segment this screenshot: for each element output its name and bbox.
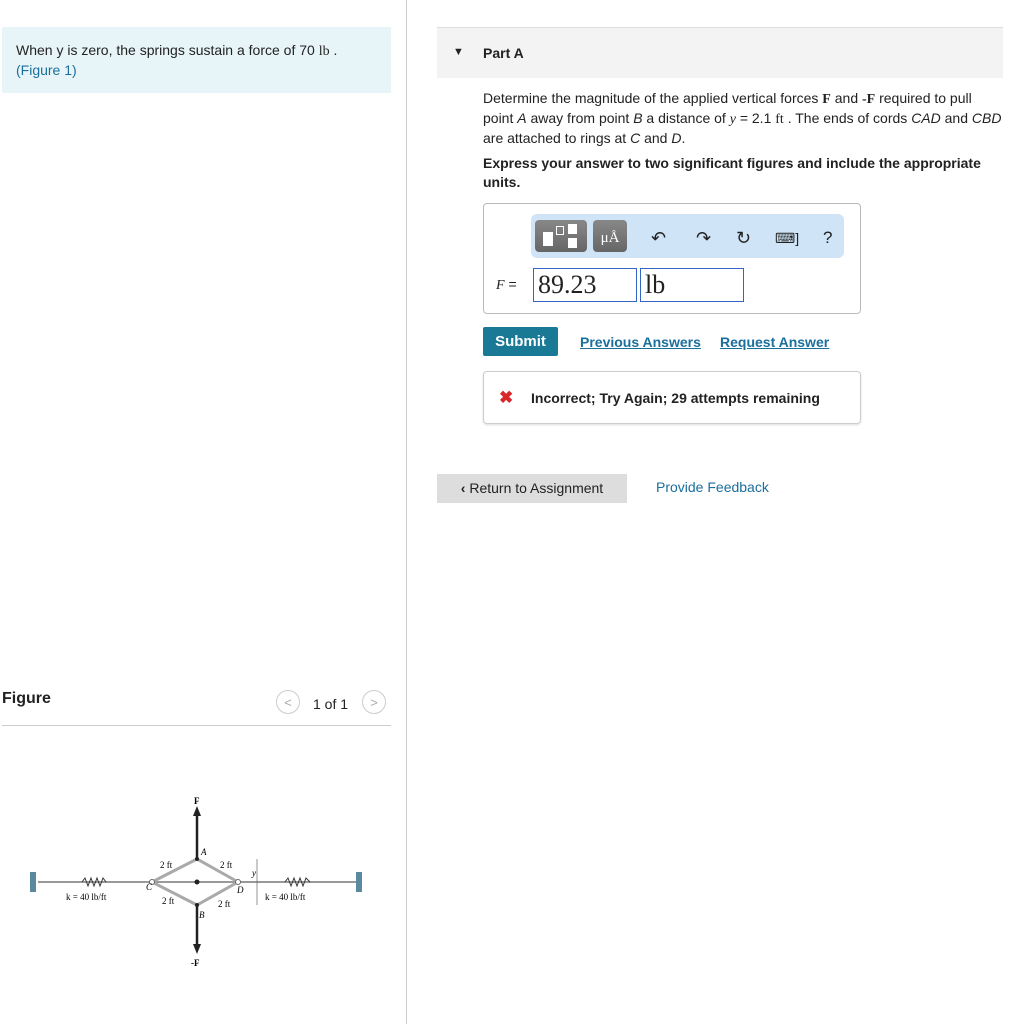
label-a: A	[201, 847, 207, 857]
intro-end: .	[333, 42, 338, 58]
label-len-ca: 2 ft	[160, 860, 173, 870]
question-fragment: required to pull point	[483, 90, 972, 126]
question-fragment: and	[640, 130, 672, 146]
help-button[interactable]: ?	[823, 228, 833, 247]
label-f: F	[194, 796, 200, 806]
question-fragment: a distance of	[642, 110, 730, 126]
label-y: y	[252, 868, 256, 878]
submit-button[interactable]: Submit	[483, 327, 558, 356]
keyboard-icon[interactable]: ⌨]	[775, 230, 800, 246]
label-len-cb: 2 ft	[162, 896, 175, 906]
feedback-box	[483, 371, 861, 424]
left-support	[30, 872, 36, 892]
feedback-text: Incorrect; Try Again; 29 attempts remaining	[531, 390, 820, 406]
question-fragment: B	[633, 110, 643, 126]
redo-icon[interactable]: ↷	[696, 228, 712, 248]
intro-unit: lb	[318, 44, 330, 59]
question-fragment: . The ends of cords	[783, 110, 912, 126]
question-fragment: and	[830, 90, 862, 106]
intro-text: When y is zero, the springs sustain a force of 70	[16, 42, 315, 58]
question-fragment: A	[517, 110, 527, 126]
label-d: D	[237, 885, 244, 895]
unit-input[interactable]: lb	[640, 268, 744, 302]
next-figure-button[interactable]: >	[362, 690, 386, 714]
figure-pager: 1 of 1	[313, 696, 349, 712]
question-fragment: y	[729, 112, 736, 127]
variable-f: F	[496, 278, 505, 293]
question-fragment: D	[671, 130, 682, 146]
question-fragment: away from point	[526, 110, 634, 126]
question-fragment: CAD	[911, 110, 941, 126]
question-fragment: F	[822, 92, 831, 107]
figure-divider	[2, 725, 391, 726]
units-button[interactable]: μÅ	[593, 220, 627, 252]
question-fragment: and	[940, 110, 972, 126]
question-fragment: = 2.1	[735, 110, 776, 126]
problem-intro	[2, 27, 391, 93]
label-len-ad: 2 ft	[220, 860, 233, 870]
figure-diagram	[0, 780, 392, 980]
answer-label	[496, 276, 517, 294]
return-to-assignment-button[interactable]	[437, 474, 627, 503]
column-divider	[406, 0, 407, 1024]
question-fragment: CBD	[971, 110, 1002, 126]
value-input[interactable]: 89.23	[533, 268, 637, 302]
figure-title: Figure	[2, 690, 51, 707]
prev-figure-button[interactable]: <	[276, 690, 300, 714]
question-text	[483, 89, 1003, 148]
figure-link[interactable]: (Figure 1)	[16, 62, 77, 78]
question-fragment: are attached to rings at	[483, 130, 631, 146]
previous-answers-link[interactable]: Previous Answers	[580, 334, 701, 350]
reset-icon[interactable]: ↻	[736, 228, 752, 248]
request-answer-link[interactable]: Request Answer	[720, 334, 830, 350]
return-label: Return to Assignment	[469, 480, 604, 496]
undo-icon[interactable]: ↶	[651, 228, 667, 248]
label-len-bd: 2 ft	[218, 899, 231, 909]
collapse-triangle-icon[interactable]: ▼	[453, 46, 464, 58]
instruction-text: Express your answer to two significant figures and include the appropriate units.	[483, 155, 981, 190]
right-support	[356, 872, 362, 892]
question-fragment: -F	[862, 92, 876, 107]
templates-button[interactable]	[535, 220, 587, 252]
provide-feedback-link[interactable]: Provide Feedback	[656, 479, 769, 495]
label-negf: -F	[191, 958, 200, 968]
equals-sign: =	[508, 276, 517, 292]
label-k-right: k = 40 lb/ft	[265, 892, 306, 902]
label-b: B	[199, 910, 205, 920]
question-fragment: C	[630, 130, 641, 146]
label-c: C	[146, 882, 153, 892]
math-toolbar	[531, 214, 844, 258]
chevron-left-icon: ‹	[460, 480, 470, 496]
incorrect-x-icon: ✖	[499, 388, 514, 407]
question-fragment: ft	[775, 112, 784, 127]
part-a-header[interactable]	[437, 27, 1003, 78]
question-fragment: Determine the magnitude of the applied vertical forces	[483, 90, 823, 106]
question-fragment: .	[681, 130, 686, 146]
part-title: Part A	[483, 45, 524, 61]
label-k-left: k = 40 lb/ft	[66, 892, 107, 902]
